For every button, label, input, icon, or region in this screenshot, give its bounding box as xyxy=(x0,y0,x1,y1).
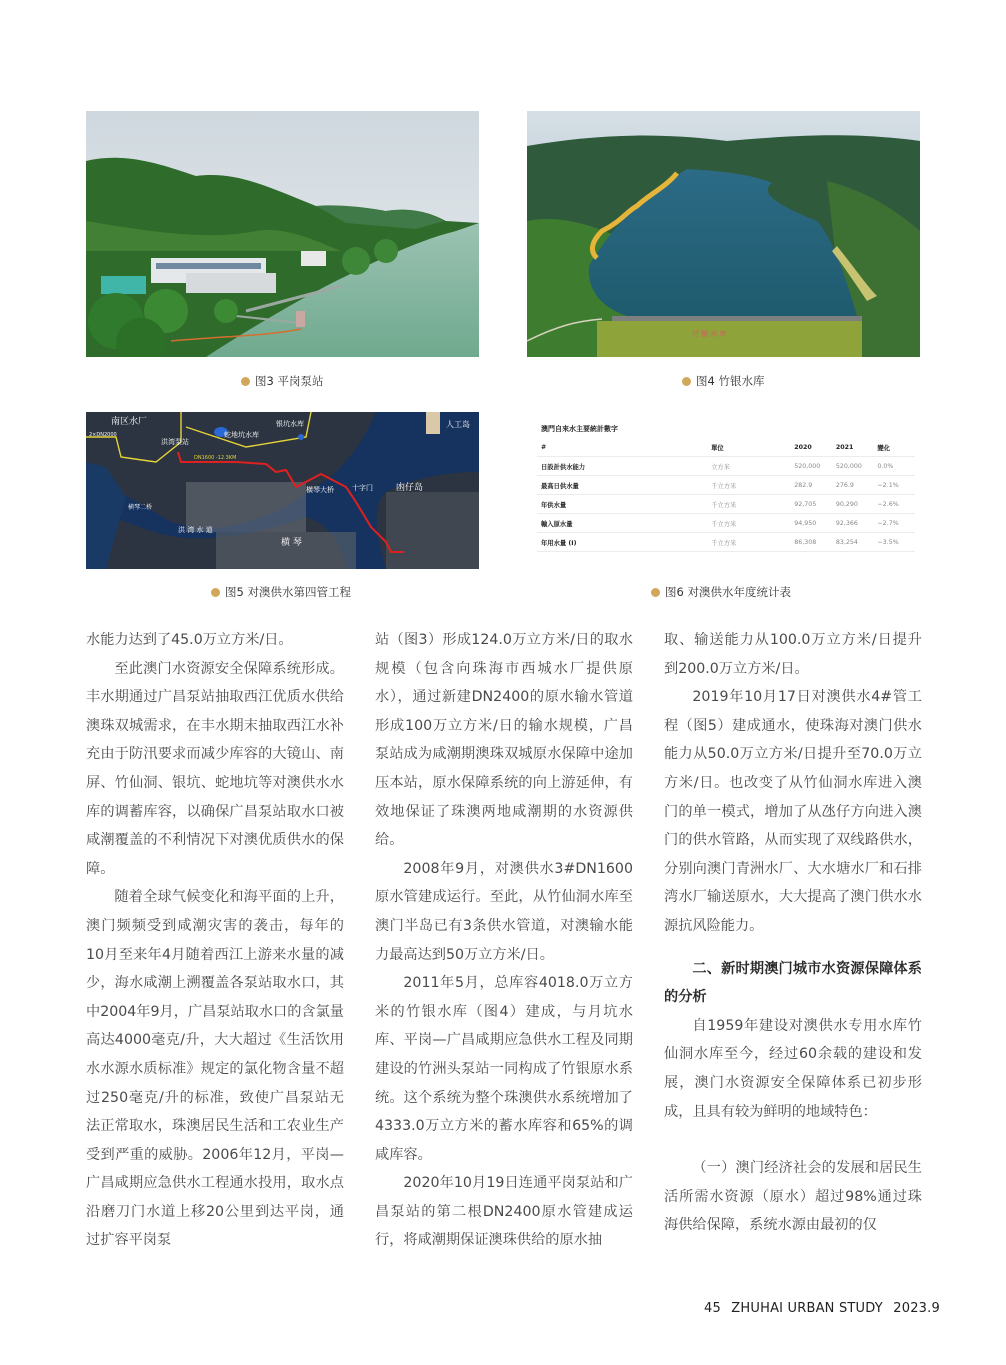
table-header-row xyxy=(537,438,915,457)
caption-bullet-icon xyxy=(211,588,220,597)
row-unit: 千立方米 xyxy=(707,495,790,514)
paragraph: 2008年9月，对澳供水3#DN1600原水管建成运行。至此，从竹仙洞水库至澳门半岛已有3条供水管道，对澳输水能力最高达到50万立方米/日。 xyxy=(375,860,633,963)
caption-text: 图4 竹银水库 xyxy=(696,374,765,388)
caption-text: 图6 对澳供水年度统计表 xyxy=(665,585,791,599)
paragraph: 2019年10月17日对澳供水4#管工程（图5）建成通水，使珠海对澳门供水能力从50.0万立方米/日提升至70.0万立方米/日。也改变了从竹仙洞水库进入澳门的单一模式，增加了从氹仔方向进入澳门的供水管路，从而实现了双线路供水，分别向澳门青洲水厂、大水塘水厂和石排湾水厂输送原水，大大提高了澳门供水水源抗风险能力。 xyxy=(664,689,922,934)
map-label-hengqin: 横 琴 xyxy=(281,538,302,548)
row-label: 輸入原水量 xyxy=(537,514,707,533)
value-2020: 520,000 xyxy=(790,457,832,476)
table-row xyxy=(537,533,915,552)
figure-6-caption xyxy=(651,584,791,600)
column-header: 單位 xyxy=(707,438,790,457)
paragraph: 2011年5月，总库容4018.0万立方米的竹银水库（图4）建成，与月坑水库、平岗—广昌咸期应急供水工程及同期建设的竹洲头泵站一同构成了竹银原水系统。这个系统为整个珠澳供水系统增加了4333.0万立方米的蓄水库容和65%的调咸库容。 xyxy=(375,975,633,1163)
paragraph-gap xyxy=(664,1126,922,1154)
map-label-hongwan-channel: 洪 湾 水 道 xyxy=(178,526,213,534)
value-change: −2.1% xyxy=(873,476,915,495)
value-2021: 83,254 xyxy=(832,533,874,552)
row-label: 最高日供水量 xyxy=(537,476,707,495)
reservoir-image xyxy=(527,111,920,357)
page-number: 45 xyxy=(704,1301,721,1316)
value-2021: 276.9 xyxy=(832,476,874,495)
text-column-2 xyxy=(375,626,633,1255)
map-label-artificial-island: 人工岛 xyxy=(446,420,470,429)
value-change: −3.5% xyxy=(873,533,915,552)
paragraph: 至此澳门水资源安全保障系统形成。丰水期通过广昌泵站抽取西江优质水供给澳珠双城需求，在丰水期末抽取西江水补充由于防汛要求而减少库容的大镜山、南屏、竹仙洞、银坑、蛇地坑等对澳供水水库的调蓄库容，以确保广昌泵站取水口被咸潮覆盖的不利情况下对澳优质供水的保障。 xyxy=(86,660,344,877)
column-header: 2020 xyxy=(790,438,832,457)
text-column-1 xyxy=(86,626,344,1255)
table-row xyxy=(537,514,915,533)
reservoir-sign-text: 竹 银 水 库 xyxy=(692,330,727,338)
caption-bullet-icon xyxy=(241,377,250,386)
map-label-hengqin-second-bridge: 横琴二桥 xyxy=(128,504,153,511)
caption-bullet-icon xyxy=(682,377,691,386)
row-unit: 千立方米 xyxy=(707,514,790,533)
value-change: −2.7% xyxy=(873,514,915,533)
paragraph: 取、输送能力从100.0万立方米/日提升到200.0万立方米/日。 xyxy=(664,632,922,677)
pumping-station-image xyxy=(86,111,479,357)
paragraph: 站（图3）形成124.0万立方米/日的取水规模（包含向珠海市西城水厂提供原水），通过新建DN2400的原水输水管道形成100万立方米/日的输水规模，广昌泵站成为咸潮期澳珠双城原水保障中途加压本站，原水保障系统的向上游延伸，有效地保证了珠澳两地咸潮期的水资源供给。 xyxy=(375,632,633,849)
figure-4-photo xyxy=(527,111,920,357)
value-2020: 282.9 xyxy=(790,476,832,495)
value-2020: 94,950 xyxy=(790,514,832,533)
section-heading: 二、新时期澳门城市水资源保障体系的分析 xyxy=(664,960,922,1006)
caption-text: 图5 对澳供水第四管工程 xyxy=(225,585,351,599)
value-change: −2.6% xyxy=(873,495,915,514)
column-header: # xyxy=(537,438,707,457)
value-2020: 92,705 xyxy=(790,495,832,514)
table-row xyxy=(537,476,915,495)
text-column-3 xyxy=(664,626,922,1240)
row-label: 年供水量 xyxy=(537,495,707,514)
journal-name: ZHUHAI URBAN STUDY xyxy=(731,1301,883,1316)
value-change: 0.0% xyxy=(873,457,915,476)
pipeline-map xyxy=(86,412,479,569)
paragraph: （一）澳门经济社会的发展和居民生活所需水资源（原水）超过98%通过珠海供给保障，系统水源由最初的仅 xyxy=(664,1160,922,1234)
row-unit: 千立方米 xyxy=(707,533,790,552)
value-2021: 90,290 xyxy=(832,495,874,514)
page-footer xyxy=(704,1301,946,1316)
value-2020: 86,308 xyxy=(790,533,832,552)
figure-3-caption xyxy=(241,373,323,389)
table-row xyxy=(537,457,915,476)
map-label-hongwan-pump: 洪湾泵站 xyxy=(161,438,189,446)
issue-date: 2023.9 xyxy=(893,1301,940,1316)
figure-5-map xyxy=(86,412,479,569)
table-title: 澳門自來水主要統計數字 xyxy=(541,425,618,433)
figure-3-photo xyxy=(86,111,479,357)
row-label: 日設計供水能力 xyxy=(537,457,707,476)
row-unit: 千立方米 xyxy=(707,476,790,495)
table-row xyxy=(537,495,915,514)
map-label-nanqu-water-plant: 南区水厂 xyxy=(111,417,148,427)
value-2021: 92,366 xyxy=(832,514,874,533)
caption-text: 图3 平岗泵站 xyxy=(255,374,324,388)
map-label-hengqin-bridge: 横琴大桥 xyxy=(306,486,334,494)
statistics-table xyxy=(537,438,915,552)
paragraph: 2020年10月19日连通平岗泵站和广昌泵站的第二根DN2400原水管建成运行，将咸潮期保证澳珠供给的原水抽 xyxy=(375,1175,633,1249)
map-label-pipe-main: DN1600 -12.3KM xyxy=(194,455,237,461)
figure-5-caption xyxy=(211,584,351,600)
column-header: 2021 xyxy=(832,438,874,457)
row-unit: 立方米 xyxy=(707,457,790,476)
paragraph: 水能力达到了45.0万立方米/日。 xyxy=(86,632,293,648)
figure-6-table xyxy=(527,412,920,569)
figure-4-caption xyxy=(682,373,764,389)
map-label-shedikeng-reservoir: 蛇地坑水库 xyxy=(224,431,259,439)
map-label-pipe-2x: 2×DN2000 xyxy=(89,432,117,438)
value-2021: 520,000 xyxy=(832,457,874,476)
paragraph: 自1959年建设对澳供水专用水库竹仙洞水库至今，经过60余载的建设和发展，澳门水资源安全保障体系已初步形成，且具有较为鲜明的地域特色： xyxy=(664,1017,922,1120)
map-label-taipa: 凼仔岛 xyxy=(396,483,424,493)
paragraph: 随着全球气候变化和海平面的上升，澳门频频受到咸潮灾害的袭击，每年的10月至来年4月随着西江上游来水量的减少，海水咸潮上溯覆盖各泵站取水口，其中2004年9月，广昌泵站取水口的含氯量高达4000毫克/升，大大超过《生活饮用水水源水质标准》规定的氯化物含量不超过250毫克/升的标准，致使广昌泵站无法正常取水，珠澳居民生活和工农业生产受到严重的威胁。2006年12月，平岗—广昌咸期应急供水工程通水投用，取水点沿磨刀门水道上移20公里到达平岗，通过扩容平岗泵 xyxy=(86,889,344,1249)
map-label-shizimen: 十字门 xyxy=(352,484,373,492)
caption-bullet-icon xyxy=(651,588,660,597)
column-header: 變化 xyxy=(873,438,915,457)
map-label-yinkeng-reservoir: 银坑水库 xyxy=(276,420,304,428)
row-label: 年用水量 (I) xyxy=(537,533,707,552)
